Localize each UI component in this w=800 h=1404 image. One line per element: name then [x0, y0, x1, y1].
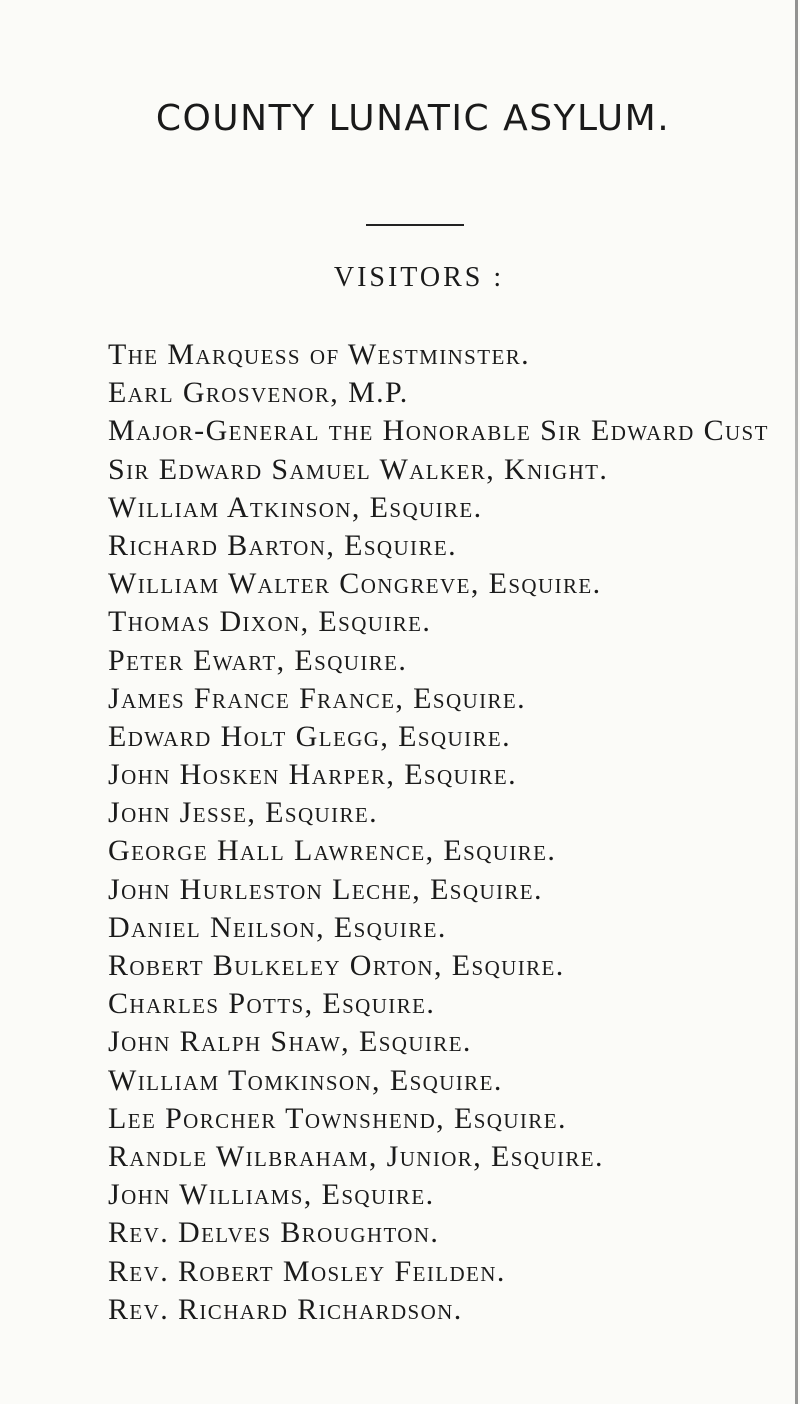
page-edge: [795, 0, 798, 1404]
visitor-entry: Edward Holt Glegg, Esquire.: [108, 719, 511, 753]
visitor-entry: John Williams, Esquire.: [108, 1178, 435, 1212]
visitor-entry: Daniel Neilson, Esquire.: [108, 910, 447, 944]
visitor-entry: Rev. Robert Mosley Feilden.: [108, 1254, 506, 1288]
visitor-entry: Sir Edward Samuel Walker, Knight.: [108, 452, 609, 486]
visitor-entry: Thomas Dixon, Esquire.: [108, 605, 432, 639]
visitor-entry: Major-General the Honorable Sir Edward Cust: [108, 414, 769, 448]
visitor-entry: Randle Wilbraham, Junior, Esquire.: [108, 1139, 604, 1173]
title-divider: [366, 224, 464, 226]
visitor-entry: Charles Potts, Esquire.: [108, 987, 436, 1021]
visitor-entry: Lee Porcher Townshend, Esquire.: [108, 1101, 567, 1135]
visitor-entry: William Tomkinson, Esquire.: [108, 1063, 503, 1097]
visitor-entry: John Hosken Harper, Esquire.: [108, 758, 518, 792]
visitor-entry: Rev. Delves Broughton.: [108, 1216, 440, 1250]
visitor-entry: John Jesse, Esquire.: [108, 796, 379, 830]
visitor-entry: John Ralph Shaw, Esquire.: [108, 1025, 472, 1059]
visitor-entry: George Hall Lawrence, Esquire.: [108, 834, 557, 868]
page-title: COUNTY LUNATIC ASYLUM.: [155, 98, 671, 139]
visitor-entry: Peter Ewart, Esquire.: [108, 643, 408, 677]
visitor-entry: James France France, Esquire.: [108, 681, 526, 715]
visitor-entry: Robert Bulkeley Orton, Esquire.: [108, 949, 565, 982]
visitor-entry: Earl Grosvenor, M.P.: [108, 376, 409, 410]
visitor-entry: William Atkinson, Esquire.: [108, 490, 483, 524]
visitor-entry: Rev. Richard Richardson.: [108, 1292, 463, 1326]
visitor-list: [108, 336, 769, 1329]
visitor-entry: William Walter Congreve, Esquire.: [108, 567, 602, 601]
visitor-entry: Richard Barton, Esquire.: [108, 528, 457, 562]
section-heading: VISITORS :: [333, 262, 505, 293]
visitor-entry: John Hurleston Leche, Esquire.: [108, 872, 543, 906]
visitor-entry: The Marquess of Westminster.: [108, 338, 531, 371]
